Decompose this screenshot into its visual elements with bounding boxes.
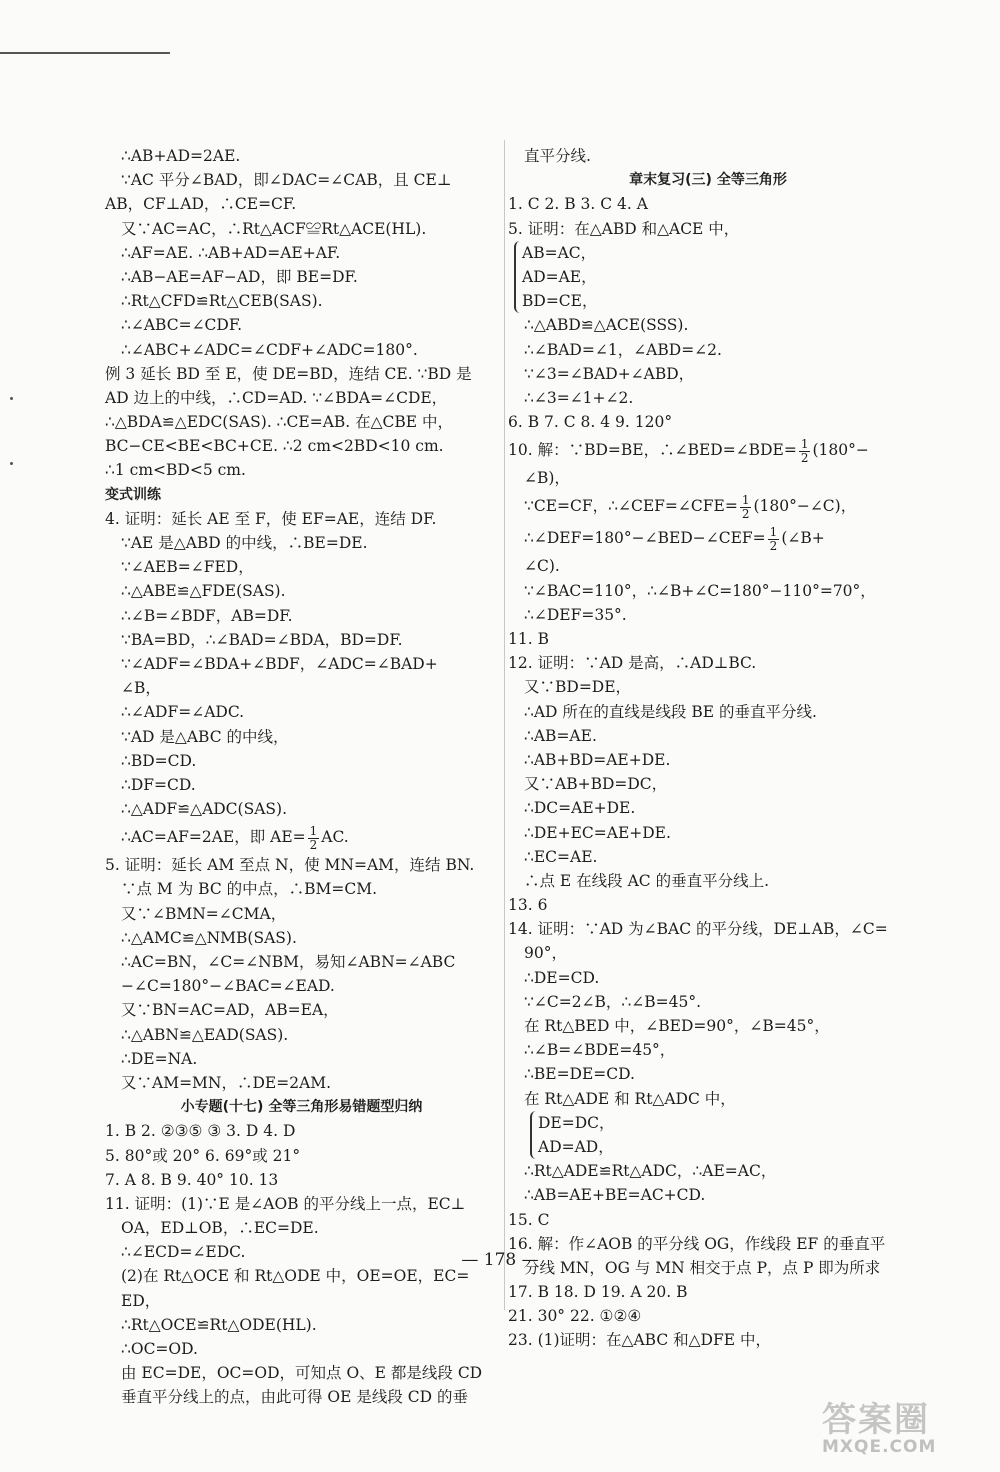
text-line: OA，ED⊥OB，∴EC=DE.	[121, 1219, 319, 1238]
text-line: ∴△BDA≌△EDC(SAS). ∴CE=AB. 在△CBE 中，	[105, 413, 454, 432]
text-line: ∴AC=BN，∠C=∠NBM，易知∠ABN=∠ABC	[121, 953, 456, 971]
text-span: (180°−∠C)，	[753, 497, 857, 516]
text-line: 垂直平分线上的点，由此可得 OE 是线段 CD 的垂	[121, 1388, 469, 1407]
problem-line: 23. (1)证明：在△ABC 和△DFE 中，	[508, 1331, 771, 1350]
text-line: (2)在 Rt△OCE 和 Rt△ODE 中，OE=OE，EC=	[121, 1267, 470, 1286]
text-line: ∵AE 是△ABD 的中线，∴BE=DE.	[121, 534, 368, 552]
text-line: ∴△ABE≌△FDE(SAS).	[121, 582, 286, 601]
fraction	[740, 494, 752, 521]
fraction-denominator: 2	[741, 506, 750, 521]
fraction-numerator: 1	[769, 524, 778, 539]
margin-dot	[10, 397, 13, 400]
fraction-denominator: 2	[769, 538, 778, 553]
fraction-denominator: 2	[800, 450, 809, 465]
section-heading: 变式训练	[105, 486, 161, 503]
answer-line: 1. B 2. ②③⑤ ③ 3. D 4. D	[105, 1122, 296, 1141]
problem-line: 14. 证明：∵AD 为∠BAC 的平分线，DE⊥AB，∠C=	[508, 920, 888, 939]
text-line: ∵BA=BD，∴∠BAD=∠BDA，BD=DF.	[121, 630, 403, 649]
text-line: ∴DE=CD.	[524, 968, 600, 987]
equation-system-brace	[530, 1111, 908, 1159]
text-line: ∴AB=AE.	[524, 726, 597, 745]
watermark-main: 答案圈	[822, 1400, 930, 1440]
text-line: ∴△ADF≌△ADC(SAS).	[121, 800, 287, 819]
text-line: ∴BD=CD.	[121, 751, 197, 770]
column-divider	[504, 140, 505, 1310]
margin-dot	[10, 462, 13, 465]
fraction	[308, 825, 320, 852]
section-heading: 小专题(十七) 全等三角形易错题型归纳	[180, 1099, 423, 1116]
text-line: ∵点 M 为 BC 的中点，∴BM=CM.	[121, 880, 378, 899]
text-line: AB=AC，	[522, 243, 597, 262]
text-span: ∵CE=CF，∴∠CEF=∠CFE=	[524, 497, 738, 516]
fraction-numerator: 1	[741, 492, 750, 507]
text-line: ∴∠B=∠BDE=45°，	[524, 1041, 676, 1060]
text-line: ∴∠ECD=∠EDC.	[121, 1243, 246, 1262]
text-line: ∴∠ABC=∠CDF.	[121, 316, 243, 335]
text-line: ∴AD 所在的直线是线段 BE 的垂直平分线.	[524, 702, 817, 721]
text-line: AD=AD，	[538, 1137, 614, 1156]
text-line: 又∵AC=AC，∴Rt△ACF≌Rt△ACE(HL).	[121, 219, 427, 238]
text-line: ∵AD 是△ABC 的中线，	[121, 727, 289, 746]
watermark-logo	[822, 1392, 982, 1472]
text-line: ∴∠ADF=∠ADC.	[121, 703, 245, 722]
text-line: ∵∠AEB=∠FED，	[121, 558, 254, 577]
text-line: 又∵BD=DE，	[524, 678, 632, 697]
problem-line: 4. 证明：延长 AE 至 F，使 EF=AE，连结 DF.	[105, 509, 437, 528]
text-line: DE=DC，	[538, 1113, 615, 1132]
answer-line: 13. 6	[508, 896, 548, 915]
text-line: ∴△AMC≌△NMB(SAS).	[121, 928, 297, 947]
answer-line: 15. C	[508, 1210, 550, 1229]
text-line: ∴DF=CD.	[121, 775, 196, 794]
text-line: ∵AC 平分∠BAD，即∠DAC=∠CAB，且 CE⊥	[121, 171, 452, 190]
fraction-numerator: 1	[309, 823, 318, 838]
text-line: ∴△ABD≌△ACE(SSS).	[524, 316, 689, 335]
text-span: 10. 解：∵BD=BE，∴∠BED=∠BDE=	[508, 441, 797, 460]
section-heading: 章末复习(三) 全等三角形	[629, 172, 787, 189]
text-span: ∴AC=AF=2AE，即 AE=	[121, 828, 306, 847]
text-line: ∠B)，	[524, 469, 570, 488]
text-line: ∴BE=DE=CD.	[524, 1065, 635, 1084]
text-line: ∴EC=AE.	[524, 847, 598, 866]
text-line: 又∵∠BMN=∠CMA，	[121, 904, 287, 923]
text-line: ∠B，	[121, 679, 161, 698]
text-line: 在 Rt△ADE 和 Rt△ADC 中，	[524, 1089, 736, 1108]
fraction-denominator: 2	[309, 837, 318, 852]
text-line: ∴AF=AE. ∴AB+AD=AE+AF.	[121, 243, 341, 262]
text-line: BD=CE，	[522, 292, 598, 311]
right-column	[508, 144, 908, 1353]
text-line: 又∵AB+BD=DC，	[524, 775, 668, 794]
text-line: ∴AB+AD=2AE.	[121, 147, 241, 165]
answer-line: 5. 80°或 20° 6. 69°或 21°	[105, 1146, 301, 1165]
text-line: −∠C=180°−∠BAC=∠EAD.	[121, 977, 335, 996]
text-line: ∵∠3=∠BAD+∠ABD，	[524, 364, 695, 383]
text-span: ∴∠DEF=180°−∠BED−∠CEF=	[524, 529, 766, 548]
text-line: 由 EC=DE，OC=OD，可知点 O、E 都是线段 CD	[121, 1364, 483, 1383]
example-line: 例 3 延长 BD 至 E，使 DE=BD，连结 CE. ∵BD 是	[105, 364, 472, 383]
text-line: ∵∠BAC=110°，∴∠B+∠C=180°−110°=70°，	[524, 581, 876, 600]
text-line: ∴Rt△OCE≌Rt△ODE(HL).	[121, 1315, 317, 1334]
text-line: ∴∠DEF=35°.	[524, 605, 627, 624]
text-line: 直平分线.	[524, 147, 591, 165]
text-span: (180°−	[812, 441, 869, 460]
text-line: ∴∠ABC+∠ADC=∠CDF+∠ADC=180°.	[121, 340, 418, 359]
text-line: ED，	[121, 1291, 161, 1310]
text-line: 又∵BN=AC=AD，AB=EA，	[121, 1001, 339, 1020]
watermark-site: MXQE.COM	[822, 1437, 937, 1457]
text-line: ∵∠C=2∠B，∴∠B=45°.	[524, 992, 702, 1011]
text-line: ∠C).	[524, 557, 560, 576]
problem-line: 16. 解：作∠AOB 的平分线 OG，作线段 EF 的垂直平	[508, 1234, 886, 1253]
text-line: ∴AB=AE+BE=AC+CD.	[524, 1186, 706, 1205]
page-number: — 178 —	[461, 1250, 539, 1270]
text-line: AD=AE，	[522, 267, 597, 286]
text-line: ∴△ABN≌△EAD(SAS).	[121, 1025, 289, 1044]
top-rule	[0, 52, 170, 54]
text-line-with-fraction	[508, 434, 908, 466]
text-line: ∴DE+EC=AE+DE.	[524, 823, 671, 842]
problem-line: 11. 证明：(1)∵E 是∠AOB 的平分线上一点，EC⊥	[105, 1194, 466, 1213]
text-line: ∴AB+BD=AE+DE.	[524, 750, 671, 769]
text-line: ∴OC=OD.	[121, 1340, 198, 1358]
text-line: ∴Rt△CFD≌Rt△CEB(SAS).	[121, 292, 323, 311]
text-line: ∴∠BAD=∠1，∠ABD=∠2.	[524, 340, 722, 359]
text-line: ∴DE=NA.	[121, 1049, 198, 1068]
text-line-with-fraction	[508, 490, 908, 522]
text-line: ∴点 E 在线段 AC 的垂直平分线上.	[524, 871, 770, 890]
text-line-with-fraction: ∴AC=AF=2AE，即 AE= $\frac{1}{2}$ AC.	[121, 823, 349, 852]
fraction-numerator: 1	[800, 436, 809, 451]
answer-line: 7. A 8. B 9. 40° 10. 13	[105, 1170, 279, 1189]
text-line: ∵∠ADF=∠BDA+∠BDF，∠ADC=∠BAD+	[121, 654, 438, 673]
text-line: ∴1 cm<BD<5 cm.	[105, 461, 246, 480]
text-line: ∴∠3=∠1+∠2.	[524, 388, 634, 407]
answer-line: 1. C 2. B 3. C 4. A	[508, 195, 648, 214]
equation-system-brace	[514, 241, 908, 314]
problem-line: 5. 证明：延长 AM 至点 N，使 MN=AM，连结 BN.	[105, 856, 475, 875]
text-line-with-fraction	[508, 522, 908, 554]
text-line: ∴Rt△ADE≌Rt△ADC，∴AE=AC，	[524, 1162, 777, 1181]
problem-line: 12. 证明：∵AD 是高，∴AD⊥BC.	[508, 654, 757, 673]
text-span: (∠B+	[781, 529, 825, 548]
text-line: ∴AB−AE=AF−AD，即 BE=DF.	[121, 267, 358, 286]
text-line: 分线 MN，OG 与 MN 相交于点 P，点 P 即为所求	[524, 1258, 881, 1277]
answer-line: 21. 30° 22. ①②④	[508, 1307, 642, 1326]
answer-line: 11. B	[508, 630, 549, 648]
text-line: 又∵AM=MN，∴DE=2AM.	[121, 1073, 332, 1092]
text-line: ∴DC=AE+DE.	[524, 799, 636, 818]
fraction	[768, 526, 780, 553]
text-line: 在 Rt△BED 中，∠BED=90°，∠B=45°，	[524, 1017, 830, 1035]
fraction	[799, 438, 811, 465]
answer-line: 17. B 18. D 19. A 20. B	[508, 1283, 688, 1302]
answer-line: 6. B 7. C 8. 4 9. 120°	[508, 413, 673, 432]
text-line: AD 边上的中线，∴CD=AD. ∵∠BDA=∠CDE，	[105, 388, 448, 407]
problem-line: 5. 证明：在△ABD 和△ACE 中，	[508, 219, 740, 238]
left-column	[105, 144, 498, 1410]
text-line: ∴∠B=∠BDF，AB=DF.	[121, 606, 293, 625]
text-line: AB，CF⊥AD，∴CE=CF.	[105, 195, 297, 214]
text-line: 90°，	[524, 944, 567, 963]
text-line: BC−CE<BE<BC+CE. ∴2 cm<2BD<10 cm.	[105, 437, 444, 456]
